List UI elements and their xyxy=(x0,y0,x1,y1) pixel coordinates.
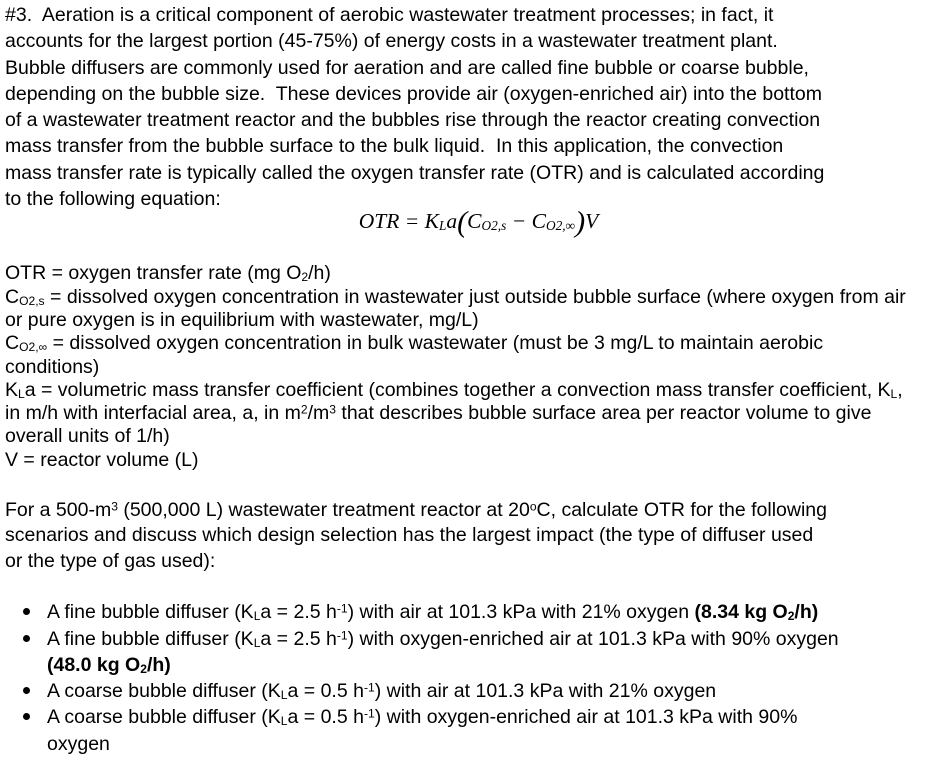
intro-line: mass transfer rate is typically called the oxygen transfer rate (OTR) and is calculated according xyxy=(5,161,825,184)
scenario-line: or the type of gas used): xyxy=(5,549,216,572)
scenario-bullet-list xyxy=(5,599,952,757)
intro-line: mass transfer from the bubble surface to the bulk liquid. In this application, the convection xyxy=(5,135,784,158)
bullet-item xyxy=(5,704,952,757)
bullet-line: A coarse bubble diffuser (KLa = 0.5 $h^{-1}$) with oxygen-enriched air at 101.3 kPa with 90% xyxy=(47,706,798,729)
scenario-paragraph xyxy=(5,498,952,574)
scenario-line: For a $500-m^3$ (500,000 L) wastewater treatment reactor at 20$^o$C, calculate OTR for the following xyxy=(5,499,827,522)
bullet-line: oxygen xyxy=(47,732,110,755)
intro-line: of a wastewater treatment reactor and the bubbles rise through the reactor creating convection xyxy=(5,109,821,132)
intro-paragraph xyxy=(5,2,952,212)
definition-line: in m/h with interfacial area, a, in $m^2/m^3$ that describes bubble surface area per reactor volume to give xyxy=(5,402,872,425)
scenario-line: scenarios and discuss which design selection has the largest impact (the type of diffuser used xyxy=(5,524,814,547)
definition-line: CO2,∞ = dissolved oxygen concentration in bulk wastewater (must be 3 mg/L to maintain aerobic xyxy=(5,332,824,355)
definition-line: KLa = volumetric mass transfer coefficient (combines together a convection mass transfer coefficient, KL, xyxy=(5,378,903,401)
bullet-item xyxy=(5,678,952,704)
bullet-item xyxy=(5,599,952,625)
bullet-icon xyxy=(23,635,30,642)
bullet-line: (48.0 kg O2/h) xyxy=(47,653,171,676)
bullet-item xyxy=(5,626,952,679)
definition-line: overall units of 1/h) xyxy=(5,425,170,448)
definition-line: CO2,s = dissolved oxygen concentration in wastewater just outside bubble surface (where oxygen from air xyxy=(5,285,906,308)
definition-line: conditions) xyxy=(5,355,100,378)
variable-definitions xyxy=(5,262,952,472)
bullet-line: A coarse bubble diffuser (KLa = 0.5 $h^{-1}$) with air at 101.3 kPa with 21% oxygen xyxy=(47,680,717,703)
intro-line: accounts for the largest portion (45-75%) of energy costs in a wastewater treatment plant. xyxy=(5,30,778,53)
bullet-icon xyxy=(23,608,30,615)
intro-line: to the following equation: xyxy=(5,188,221,211)
bullet-icon xyxy=(23,687,30,694)
intro-line: Bubble diffusers are commonly used for aeration and are called fine bubble or coarse bubble, xyxy=(5,56,809,79)
definition-line: OTR = oxygen transfer rate (mg O2/h) xyxy=(5,262,331,285)
definition-line: or pure oxygen is in equilibrium with wastewater, mg/L) xyxy=(5,308,479,331)
bullet-line: A fine bubble diffuser (KLa = 2.5 $h^{-1}$) with air at 101.3 kPa with 21% oxygen (8.34 kg O2/h) xyxy=(47,601,819,624)
otr-equation: OTR = KLa(CO2,s − CO2,∞)V xyxy=(358,204,599,239)
definition-line: V = reactor volume (L) xyxy=(5,448,199,471)
bullet-line: A fine bubble diffuser (KLa = 2.5 $h^{-1}$) with oxygen-enriched air at 101.3 kPa with 90% oxygen xyxy=(47,627,839,650)
intro-line: #3. Aeration is a critical component of aerobic wastewater treatment processes; in fact, it xyxy=(5,4,774,26)
intro-line: depending on the bubble size. These devices provide air (oxygen-enriched air) into the bottom xyxy=(5,82,822,105)
bullet-icon xyxy=(23,713,30,720)
